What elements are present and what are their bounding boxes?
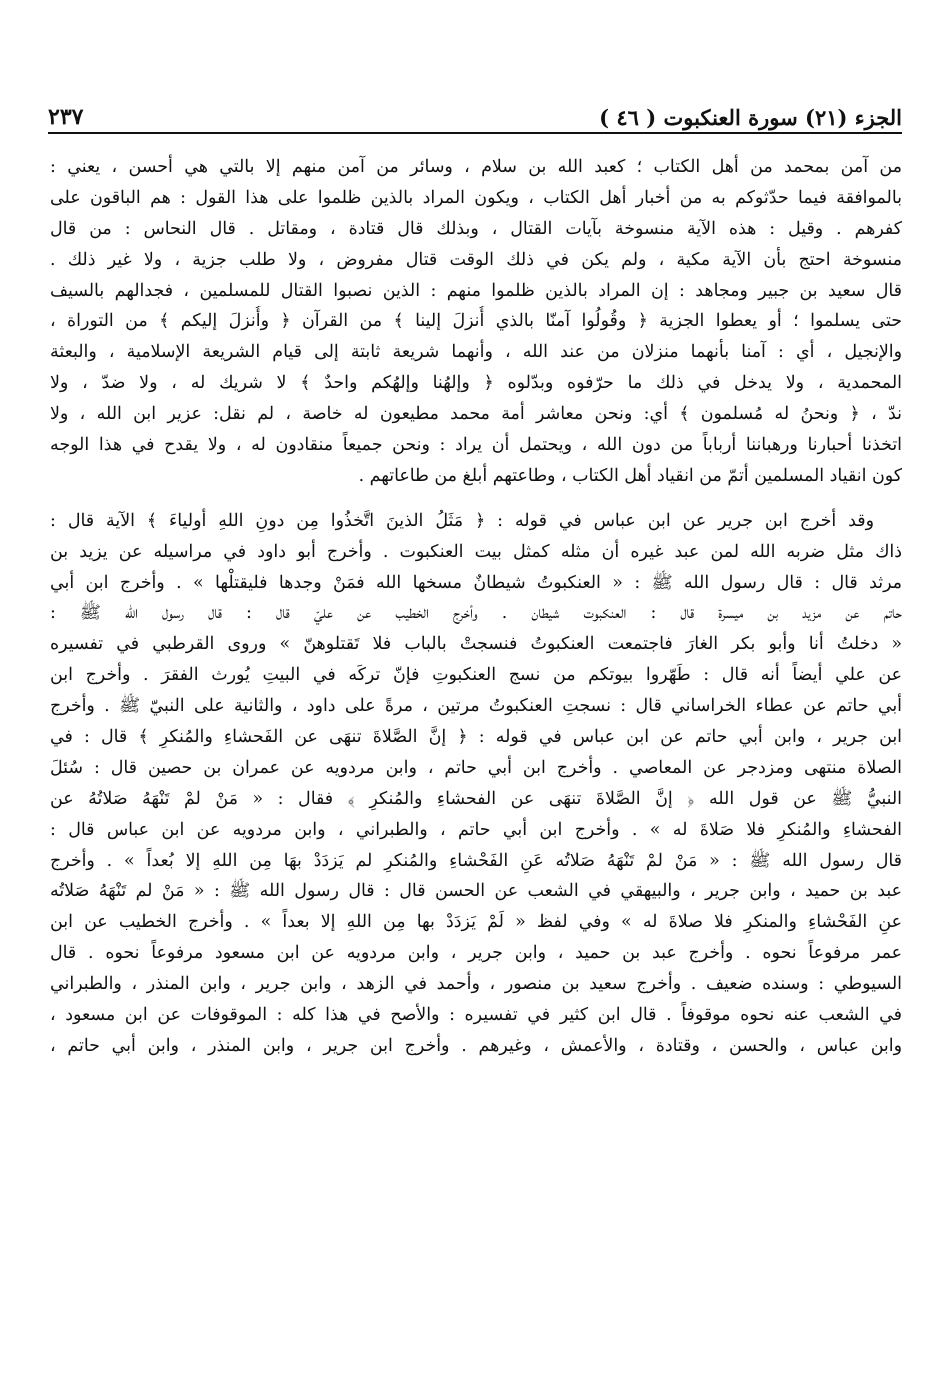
text-line: قال سعيد بن جبير ومجاهد : إن المراد بالذين ظلموا منهم : الذين نصبوا القتال للمسلمين ، فجدالهم بالسيف — [50, 280, 902, 301]
text-line: عنِ الفَحْشاءِ والمنكرِ فلا صلاةَ له » وفي لفظ « لَمْ يَزدَدْ بها مِن اللهِ إلا بعداً » . وأخرج الخطيب عن ابن — [50, 912, 902, 933]
text-line: اتخذنا أحبارنا ورهباننا أرباباً من دون الله ، ويحتمل أن يراد : ونحن جميعاً منقادون له ، ولا يقدح في هذا الوجه — [50, 435, 902, 456]
text-line: ندّ ، ﴿ ونحنُ له مُسلمون ﴾ أي: ونحن معاشر أمة محمد مطيعون له خاصة ، لم نقل: عزير ابن الله ، ولا — [50, 404, 902, 425]
text-line: منسوخة احتج بأن الآية مكية ، ولم يكن في ذلك الوقت قتال مفروض ، ولا طلب جزية ، ولا غير ذلك . — [50, 249, 902, 270]
page-header — [48, 96, 902, 130]
text-line: الصلاة منتهى ومزدجر عن المعاصي . وأخرج ابن أبي حاتم ، وابن مردويه عن عمران بن حصين قال : سُئلَ — [50, 757, 902, 778]
text-line: النبيُّ ﷺ عن قول الله ﴿ إنَّ الصَّلاةَ تنهَى عن الفحشاءِ والمُنكرِ ﴾ فقال : « مَنْ لمْ تَنْهَهُ صَلاتُهُ عن — [50, 788, 902, 809]
text-line: وقد أخرج ابن جرير عن ابن عباس في قوله : ﴿ مَثَلُ الذينَ اتَّخذُوا مِن دونِ اللهِ أولياءَ ﴾ الآية قال : — [50, 510, 874, 531]
text-line: الفحشاءِ والمُنكرِ فلا صَلاةَ له » . وأخرج ابن أبي حاتم ، والطبراني ، وابن مردويه عن ابن عباس قال : — [50, 819, 902, 840]
text-line: قال رسول الله ﷺ : « مَنْ لمْ تَنْهَهُ صَلاتُه عَنِ الفَحْشاءِ والمُنكرِ لم يَزدَدْ بهَا مِن اللهِ إلا بُعداً » . وأخرج — [50, 850, 902, 871]
paragraph-gap — [50, 492, 902, 506]
paragraph-1 — [50, 152, 902, 492]
text-line: السيوطي : وسنده ضعيف . وأخرج سعيد بن منصور ، وأحمد في الزهد ، وابن جرير ، وابن المنذر ، والطبراني — [50, 974, 902, 995]
text-line: والإنجيل ، أي : آمنا بأنهما منزلان من عند الله ، وأنهما شريعة ثابتة إلى قيام الشريعة الإسلامية ، والبعثة — [50, 342, 902, 363]
text-line: كون انقياد المسلمين أتمّ من انقياد أهل الكتاب ، وطاعتهم أبلغ من طاعاتهم . — [358, 465, 902, 486]
text-line: المحمدية ، ولا يدخل في ذلك ما حرّفوه وبدّلوه ﴿ وإلهُنا وإلهُكم واحدٌ ﴾ لا شريك له ، ولا ضدّ ، ولا — [50, 373, 902, 394]
text-line: ذاك مثل ضربه الله لمن عبد غيره أن مثله كمثل بيت العنكبوت . وأخرج أبو داود في مراسيله عن يزيد بن — [50, 541, 902, 562]
text-line: بالموافقة فيما حدّثوكم به من أخبار أهل الكتاب ، ويكون المراد بالذين ظلموا على هذا القول : هم الباقون على — [50, 187, 902, 208]
text-line: حاتم عن مزيد بن ميسرة قال : العنكبوت شيطان . وأخرج الخطيب عن عليّ قال : قال رسول الله ﷺ : — [50, 603, 902, 624]
text-line: كفرهم . وقيل : هذه الآية منسوخة بآيات القتال ، وبذلك قال قتادة ، ومقاتل . قال النحاس : من قال — [50, 218, 902, 239]
text-line: أبي حاتم عن عطاء الخراساني قال : نسجتِ العنكبوتُ مرتين ، مرةً على داود ، والثانية على النبيّ ﷺ . وأخرج — [50, 696, 902, 717]
text-line: ابن جرير ، وابن أبي حاتم عن ابن عباس في قوله : ﴿ إنَّ الصَّلاةَ تنهَى عن الفَحشاءِ والمُنكرِ ﴾ قال : في — [50, 727, 902, 748]
text-line: وابن عباس ، والحسن ، وقتادة ، والأعمش ، وغيرهم . وأخرج ابن جرير ، وابن المنذر ، وابن أبي حاتم ، — [50, 1035, 902, 1056]
text-line: « دخلتُ أنا وأبو بكر الغارَ فاجتمعت العنكبوتُ فنسجتْ بالباب فلا تَقتلوهنّ » وروى القرطبي في تفسيره — [50, 634, 902, 655]
text-line: في الشعب عنه نحوه موقوفاً . قال ابن كثير في تفسيره : والأصح في هذا كله : الموقوفات عن ابن مسعود ، — [50, 1005, 902, 1026]
header-rule — [48, 132, 902, 134]
text-line: مرثد قال : قال رسول الله ﷺ : « العنكبوتُ شيطانٌ مسخها الله فمَنْ وجدها فليقتلْها » . وأخرج ابن أبي — [50, 572, 902, 593]
text-line: عن علي أيضاً أنه قال : طَهّروا بيوتكم من نسج العنكبوتِ فإنّ تركَه في البيتِ يُورث الفقرَ . وأخرج ابن — [50, 665, 902, 686]
paragraph-2 — [50, 506, 902, 1062]
body-text — [50, 152, 902, 1062]
page-number: ٢٣٧ — [48, 104, 84, 130]
text-line: من آمن بمحمد من أهل الكتاب ؛ كعبد الله بن سلام ، وسائر من آمن منهم إلا بالتي هي أحسن ، يعني : — [50, 157, 902, 177]
running-header-title: الجزء (٢١) سورة العنكبوت ( ٤٦ ) — [599, 105, 902, 130]
text-line: حتى يسلموا ؛ أو يعطوا الجزية ﴿ وقُولُوا آمنّا بالذي أُنزلَ إلينا ﴾ من القرآن ﴿ وأُنزلَ إليكم ﴾ من التوراة ، — [50, 311, 902, 332]
text-line: عبد بن حميد ، وابن جرير ، والبيهقي في الشعب عن الحسن قال : قال رسول الله ﷺ : « مَنْ لم تَنْهَهُ صَلاتُه — [50, 881, 902, 902]
text-line: عمر مرفوعاً نحوه . وأخرج عبد بن حميد ، وابن جرير ، وابن مردويه عن ابن مسعود مرفوعاً نحوه . قال — [50, 943, 902, 964]
